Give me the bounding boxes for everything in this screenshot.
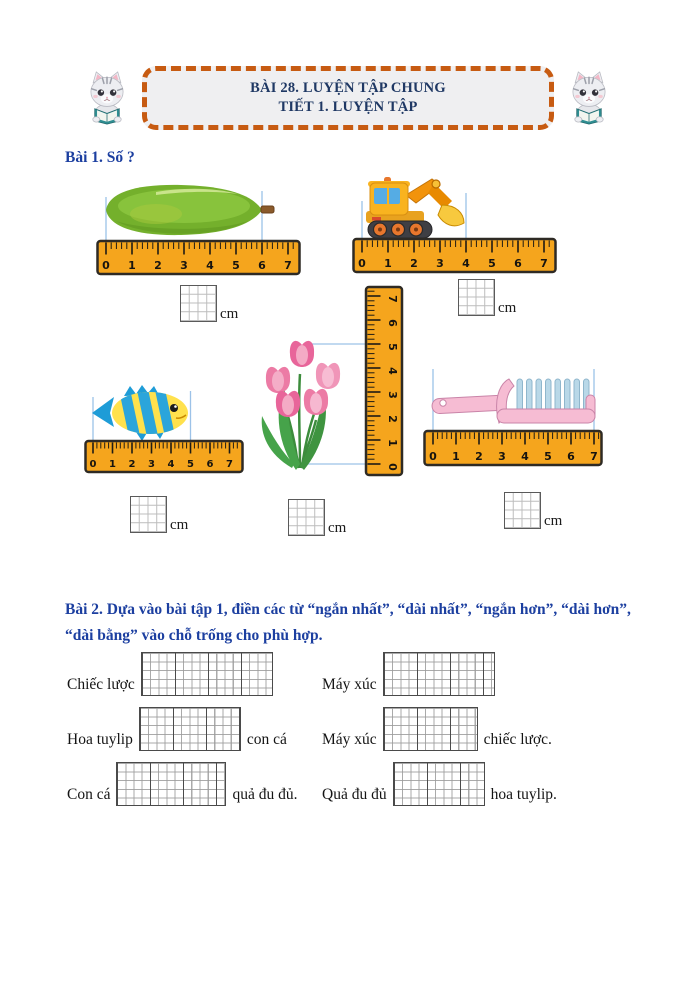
- svg-text:3: 3: [386, 391, 399, 399]
- ruler-horizontal: [98, 241, 300, 274]
- fill-in-box[interactable]: [383, 707, 478, 751]
- fish-image: [92, 383, 188, 443]
- exercise2-rows: [67, 652, 677, 817]
- exercise2-title: Bài 2. Dựa vào bài tập 1, điền các từ “ngắn nhất”, “dài nhất”, “ngắn hơn”, “dài hơn”, “dài bằng” vào chỗ trống cho phù hợp.: [65, 601, 631, 645]
- comb-image: [432, 379, 595, 423]
- answer-fish: [130, 496, 188, 533]
- answer-tulips: [288, 499, 346, 536]
- fill-row-1: [67, 652, 677, 698]
- svg-text:6: 6: [514, 257, 522, 270]
- papaya-measure-scene: [96, 179, 306, 276]
- answer-excavator: [458, 279, 516, 316]
- svg-text:7: 7: [386, 295, 399, 303]
- answer-comb: [504, 492, 562, 529]
- unit-label: cm: [498, 300, 517, 316]
- row-suffix: con cá: [246, 731, 287, 748]
- row-label: Hoa tuylip: [67, 731, 133, 748]
- comb-measure-scene: [423, 357, 604, 470]
- svg-text:5: 5: [187, 459, 194, 470]
- svg-text:3: 3: [148, 459, 155, 470]
- svg-text:5: 5: [386, 343, 399, 351]
- unit-label: cm: [544, 513, 563, 529]
- unit-label: cm: [328, 520, 347, 536]
- answer-grid-box[interactable]: [504, 492, 541, 529]
- svg-text:0: 0: [429, 450, 437, 463]
- fill-in-box[interactable]: [383, 652, 495, 696]
- tulips-measure-scene: [238, 284, 410, 478]
- svg-text:0: 0: [102, 259, 110, 272]
- cat-mascot-left-image: [84, 70, 130, 126]
- row-suffix: quả đu đủ.: [232, 786, 298, 803]
- ruler-horizontal: [425, 431, 602, 465]
- excavator-image: [366, 177, 464, 238]
- answer-grid-box[interactable]: [458, 279, 495, 316]
- svg-text:7: 7: [540, 257, 548, 270]
- svg-text:3: 3: [180, 259, 188, 272]
- exercise1-title: Bài 1. Số ?: [65, 149, 135, 166]
- svg-text:5: 5: [232, 259, 240, 272]
- svg-text:0: 0: [89, 459, 97, 470]
- svg-text:2: 2: [475, 450, 483, 463]
- svg-text:0: 0: [358, 257, 366, 270]
- cat-mascot-right-image: [566, 70, 612, 126]
- fill-in-box[interactable]: [139, 707, 241, 751]
- svg-text:5: 5: [544, 450, 552, 463]
- fish-measure-scene: [84, 383, 246, 476]
- svg-text:7: 7: [590, 450, 598, 463]
- svg-text:4: 4: [462, 257, 470, 270]
- svg-text:1: 1: [386, 439, 399, 447]
- lesson-title: BÀI 28. LUYỆN TẬP CHUNG: [250, 80, 446, 96]
- row-label: Quả đu đủ: [322, 786, 387, 803]
- svg-text:1: 1: [384, 257, 392, 270]
- unit-label: cm: [170, 517, 189, 533]
- fill-in-box[interactable]: [393, 762, 485, 806]
- ruler-horizontal: [354, 239, 556, 272]
- row-label: Con cá: [67, 786, 111, 803]
- svg-text:0: 0: [386, 463, 399, 471]
- fill-row-2: [67, 707, 677, 753]
- answer-grid-box[interactable]: [288, 499, 325, 536]
- row-suffix: hoa tuylip.: [490, 786, 557, 803]
- svg-text:2: 2: [128, 459, 136, 470]
- svg-text:6: 6: [386, 319, 399, 327]
- answer-grid-box[interactable]: [180, 285, 217, 322]
- svg-text:6: 6: [206, 459, 214, 470]
- fill-row-3: [67, 762, 677, 808]
- svg-text:1: 1: [452, 450, 460, 463]
- answer-papaya: [180, 285, 238, 322]
- lesson-subtitle: TIẾT 1. LUYỆN TẬP: [278, 99, 418, 115]
- svg-text:7: 7: [226, 459, 233, 470]
- svg-text:3: 3: [436, 257, 444, 270]
- row-label: Chiếc lược: [67, 676, 135, 693]
- svg-text:4: 4: [386, 367, 399, 375]
- svg-text:4: 4: [521, 450, 529, 463]
- svg-text:7: 7: [284, 259, 292, 272]
- fill-in-box[interactable]: [116, 762, 226, 806]
- fill-in-box[interactable]: [141, 652, 273, 696]
- svg-text:1: 1: [109, 459, 116, 470]
- ruler-horizontal: [86, 441, 243, 472]
- unit-label: cm: [220, 306, 239, 322]
- row-label: Máy xúc: [322, 676, 377, 693]
- row-suffix: chiếc lược.: [483, 731, 552, 748]
- svg-text:1: 1: [128, 259, 136, 272]
- row-label: Máy xúc: [322, 731, 377, 748]
- tulips-image: [262, 341, 340, 470]
- svg-text:2: 2: [386, 415, 399, 423]
- lesson-header: [142, 66, 554, 130]
- svg-text:2: 2: [410, 257, 418, 270]
- svg-text:6: 6: [258, 259, 266, 272]
- answer-grid-box[interactable]: [130, 496, 167, 533]
- svg-text:4: 4: [206, 259, 214, 272]
- excavator-measure-scene: [352, 177, 564, 274]
- svg-text:4: 4: [167, 459, 175, 470]
- svg-text:6: 6: [567, 450, 575, 463]
- svg-text:2: 2: [154, 259, 162, 272]
- svg-text:3: 3: [498, 450, 506, 463]
- papaya-image: [106, 185, 274, 235]
- svg-text:5: 5: [488, 257, 496, 270]
- ruler-vertical: [366, 287, 402, 475]
